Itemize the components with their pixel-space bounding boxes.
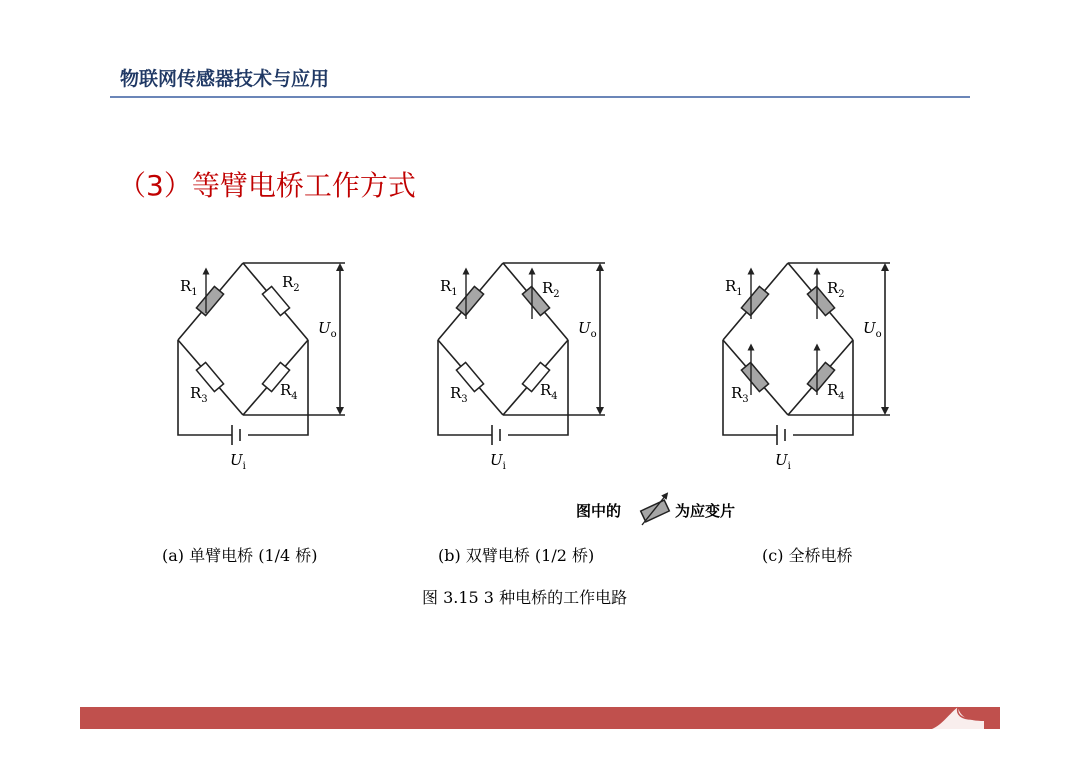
label-r4: $R_4$ (280, 381, 298, 402)
strain-gauge-legend (576, 495, 735, 525)
label-ui: $U_i$ (775, 451, 791, 472)
resistor-r1-strain (196, 286, 223, 315)
footer-bar (80, 707, 1000, 729)
bridge-a (178, 263, 345, 472)
label-r4: $R_4$ (540, 381, 558, 402)
label-r2: $R_2$ (542, 279, 560, 300)
slide-heading: （3）等臂电桥工作方式 (118, 169, 416, 202)
label-r3: $R_3$ (190, 384, 208, 405)
strain-gauge-symbol-icon (641, 500, 670, 522)
label-ui: $U_i$ (490, 451, 506, 472)
legend-suffix: 为应变片 (675, 502, 736, 520)
label-r4: $R_4$ (827, 381, 845, 402)
header-title: 物联网传感器技术与应用 (120, 68, 330, 90)
label-r1: $R_1$ (180, 277, 198, 298)
header-divider (110, 96, 970, 98)
label-ui: $U_i$ (230, 451, 246, 472)
label-r3: $R_3$ (450, 384, 468, 405)
label-r2: $R_2$ (282, 273, 300, 294)
label-r2: $R_2$ (827, 279, 845, 300)
caption-a: (a) 单臂电桥 (1/4 桥) (162, 546, 318, 565)
bridge-c (723, 263, 890, 472)
resistor-r1-strain (741, 286, 768, 315)
figure-caption: 图 3.15 3 种电桥的工作电路 (422, 588, 628, 607)
footer-logo-icon (928, 703, 988, 737)
label-uo: $U_o$ (863, 319, 882, 340)
label-uo: $U_o$ (318, 319, 337, 340)
resistor-r1-strain (456, 286, 483, 315)
label-r1: $R_1$ (725, 277, 743, 298)
bridge-figure-svg (150, 235, 930, 625)
resistor-r3-strain (741, 362, 768, 391)
label-r3: $R_3$ (731, 384, 749, 405)
legend-prefix: 图中的 (576, 502, 622, 520)
label-uo: $U_o$ (578, 319, 597, 340)
caption-c: (c) 全桥电桥 (762, 546, 853, 565)
caption-b: (b) 双臂电桥 (1/2 桥) (438, 546, 595, 565)
label-r1: $R_1$ (440, 277, 458, 298)
bridge-figure (150, 235, 930, 625)
bridge-b (438, 263, 605, 472)
